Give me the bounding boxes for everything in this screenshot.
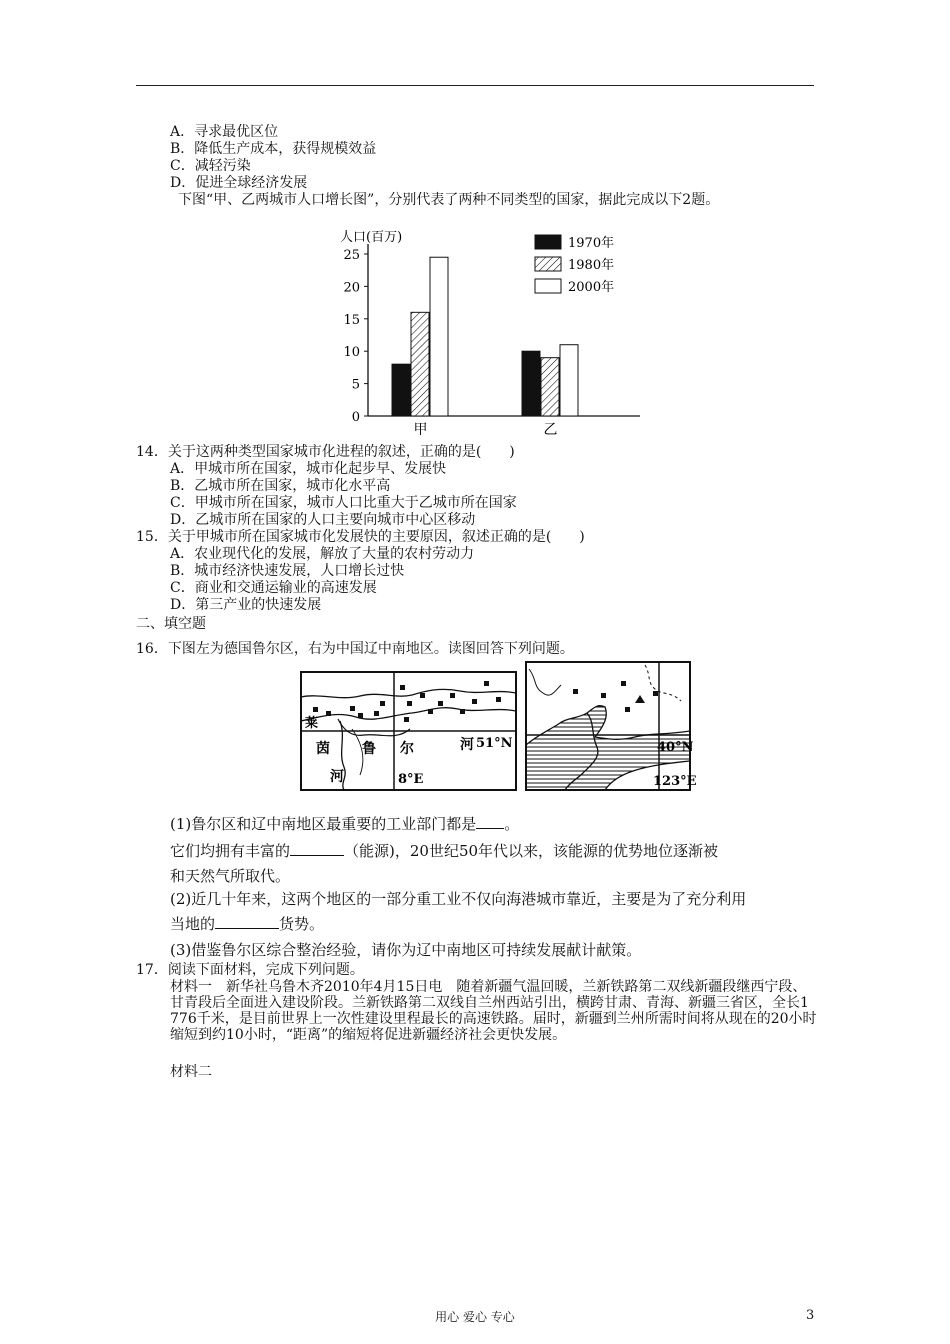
bar <box>411 312 429 416</box>
bar <box>392 364 410 416</box>
ruhr-map <box>300 671 517 791</box>
legend-label: 1980年 <box>568 258 615 273</box>
y-axis-label: 人口(百万) <box>340 230 403 245</box>
q16-p5b: 货势。 <box>279 915 325 933</box>
y-tick-label: 0 <box>351 410 360 425</box>
q15-option-d: D．第三产业的快速发展 <box>170 597 322 613</box>
lon-label-left: 8°E <box>398 772 424 787</box>
bar <box>522 351 540 416</box>
population-bar-chart <box>330 225 660 443</box>
q16-stem: 16．下图左为德国鲁尔区，右为中国辽中南地区。读图回答下列问题。 <box>136 641 574 657</box>
y-tick-label: 5 <box>351 377 360 393</box>
x-tick-label: 甲 <box>413 422 428 438</box>
x-tick-label: 乙 <box>543 422 558 438</box>
q14-option-c: C．甲城市所在国家，城市人口比重大于乙城市所在国家 <box>170 495 517 511</box>
intro-text: 下图“甲、乙两城市人口增长图”，分别代表了两种不同类型的国家，据此完成以下2题。 <box>178 192 720 208</box>
y-tick-label: 10 <box>343 345 360 361</box>
header-rule <box>136 85 814 86</box>
q17-material-2: 材料二 <box>170 1064 212 1080</box>
q16-p4: (2)近几十年来，这两个地区的一部分重工业不仅向海港城市靠近，主要是为了充分利用 <box>170 890 747 908</box>
q16-part1-line2 <box>170 838 718 864</box>
q16-p1b: 。 <box>504 815 520 833</box>
answer-blank-1[interactable] <box>476 814 504 829</box>
bar <box>430 257 448 416</box>
q16-p6: (3)借鉴鲁尔区综合整治经验，请你为辽中南地区可持续发展献计献策。 <box>170 941 642 959</box>
liaozhongnan-map <box>525 661 697 791</box>
q16-part2-line2 <box>170 911 324 937</box>
q13-option-d: D．促进全球经济发展 <box>170 175 308 191</box>
legend-swatch <box>535 257 561 271</box>
lon-label-right: 123°E <box>653 774 697 789</box>
q14-option-b: B．乙城市所在国家，城市化水平高 <box>170 478 391 494</box>
q16-p5a: 当地的 <box>170 915 216 933</box>
y-tick-label: 20 <box>343 280 360 296</box>
q17-stem: 17．阅读下面材料，完成下列问题。 <box>136 962 364 978</box>
bar <box>560 345 578 416</box>
legend-swatch <box>535 235 561 249</box>
q17-material-1: 材料一 新华社乌鲁木齐2010年4月15日电 随着新疆气温回暖，兰新铁路第二双线新疆段继西宁段、甘青段后全面进入建设阶段。兰新铁路第二双线自兰州西站引出，横跨甘肃、青海、新疆三省区，全长1 776千米，是目前世界上一次性建设里程最长的高速铁路。届时，新疆到兰州所需时间将从现在的20小时缩短到约10小时，“距离”的缩短将促进新疆经济社会更快发展。 <box>170 979 817 1043</box>
bar <box>541 358 559 416</box>
lat-label-left: 51°N <box>476 736 513 751</box>
label-he2: 河 <box>330 769 344 785</box>
q15-option-c: C．商业和交通运输业的高速发展 <box>170 580 377 596</box>
lat-label-right: 40°N <box>657 740 694 755</box>
legend-label: 2000年 <box>568 280 615 295</box>
q16-part1 <box>170 811 519 837</box>
q16-p2b: （能源)，20世纪50年代以来，该能源的优势地位逐渐被 <box>344 842 719 860</box>
q16-p3: 和天然气所取代。 <box>170 867 291 885</box>
page-number: 3 <box>806 1308 815 1323</box>
q13-option-b: B．降低生产成本，获得规模效益 <box>170 141 377 157</box>
q14-option-a: A．甲城市所在国家，城市化起步早、发展快 <box>170 461 447 477</box>
legend-label: 1970年 <box>568 236 615 251</box>
answer-blank-3[interactable] <box>215 914 279 929</box>
footer-text: 用心 爱心 专心 <box>435 1310 515 1324</box>
y-tick-label: 25 <box>343 248 360 263</box>
q15-option-b: B．城市经济快速发展，人口增长过快 <box>170 563 405 579</box>
legend-swatch <box>535 279 561 293</box>
q16-p2a: 它们均拥有丰富的 <box>170 842 291 860</box>
label-yin: 茵 <box>316 741 330 757</box>
q14-stem: 14．关于这两种类型国家城市化进程的叙述，正确的是( ) <box>136 444 515 460</box>
q15-option-a: A．农业现代化的发展，解放了大量的农村劳动力 <box>170 546 475 562</box>
label-lu: 鲁 <box>362 741 376 757</box>
label-er: 尔 <box>400 741 414 757</box>
q13-option-c: C．减轻污染 <box>170 158 251 174</box>
q15-stem: 15．关于甲城市所在国家城市化发展快的主要原因，叙述正确的是( ) <box>136 529 585 545</box>
q14-option-d: D．乙城市所在国家的人口主要向城市中心区移动 <box>170 512 476 528</box>
q16-p1a: (1)鲁尔区和辽中南地区最重要的工业部门都是 <box>170 815 477 833</box>
section-heading: 二、填空题 <box>136 616 206 632</box>
label-lai: 莱 <box>305 716 319 731</box>
q13-option-a: A．寻求最优区位 <box>170 124 279 140</box>
y-tick-label: 15 <box>343 312 360 328</box>
label-he: 河 <box>460 737 474 753</box>
answer-blank-2[interactable] <box>290 841 344 856</box>
